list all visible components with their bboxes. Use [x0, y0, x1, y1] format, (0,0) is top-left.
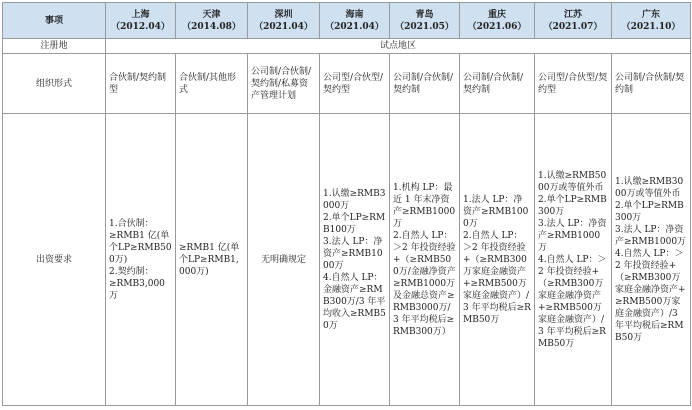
capital-cell: 1.认缴≥RMB3000万或等值外币 2.单个LP≥RMB300万 3.法人 LP：净资产≥RMB1000万 4.自然人 LP：＞2 年投资经验+（≥RMB300万家庭金融净资产+≥RMB500万家庭金融资产）/3 年平均税后≥RMB50万	[612, 114, 691, 406]
col-header-guangdong: 广东 （2021.10）	[612, 3, 691, 39]
org-form-cell: 公司制/合伙制/契约制/私募资产管理计划	[248, 54, 320, 114]
org-form-cell: 公司制/合伙制/契约制	[390, 54, 460, 114]
org-form-cell: 合伙制/其他形式	[176, 54, 248, 114]
capital-cell: 1.认缴≥RMB5000万或等值外币 2.单个LP≥RMB300万 3.法人 LP：净资产≥RMB1000万 4.自然人 LP：＞2 年投资经验+（≥RMB300万家庭金融净资产+≥RMB500万家庭金融资产）/3 年平均税后≥RMB50万	[535, 114, 612, 406]
table-row	[3, 114, 691, 406]
col-header-qingdao: 青岛 （2021.05）	[390, 3, 460, 39]
capital-cell: 无明确规定	[248, 114, 320, 406]
col-header-shenzhen: 深圳 （2021.04）	[248, 3, 320, 39]
registration-value: 试点地区	[106, 39, 691, 54]
col-header-chongqing: 重庆 （2021.06）	[460, 3, 535, 39]
table-row	[3, 39, 691, 54]
capital-cell: 1.法人 LP：净资产≥RMB1000万 2.自然人 LP：＞2 年投资经验+（≥RMB300万家庭金融资产+≥RMB500万家庭金融资产）/3 年平均税后≥RMB50万	[460, 114, 535, 406]
org-form-cell: 公司型/合伙型/契约型	[320, 54, 390, 114]
col-header-hainan: 海南 （2021.04）	[320, 3, 390, 39]
col-header-shanghai: 上海 （2012.04）	[106, 3, 176, 39]
row-label-org-form: 组织形式	[3, 54, 106, 114]
corner-header: 事项	[3, 3, 106, 39]
org-form-cell: 公司型/合伙型/契约型	[535, 54, 612, 114]
org-form-cell: 公司制/合伙制/契约制	[460, 54, 535, 114]
capital-cell: 1.认缴≥RMB3000万 2.单个LP≥RMB100万 3.法人 LP：净资产≥RMB1000万 4.自然人 LP：金融资产≥RMB300万/3 年平均收入≥RMB50万	[320, 114, 390, 406]
col-header-jiangsu: 江苏 （2021.07）	[535, 3, 612, 39]
row-label-capital: 出资要求	[3, 114, 106, 406]
row-label-registration: 注册地	[3, 39, 106, 54]
table-row	[3, 54, 691, 114]
org-form-cell: 合伙制/契约制型	[106, 54, 176, 114]
capital-cell: 1.机构 LP：最近 1 年末净资产≥RMB1000万 2.自然人 LP：＞2 年投资经验+（≥RMB500万/金融净资产≥RMB1000万及金融总资产≥RMB3000万/3 年平均税后≥RMB300万）	[390, 114, 460, 406]
col-header-tianjin: 天津 （2014.08）	[176, 3, 248, 39]
org-form-cell: 公司制/合伙制/契约制	[612, 54, 691, 114]
capital-cell: 1.合伙制： ≥RMB1 亿(单个LP≥RMB500万) 2.契约制： ≥RMB3,000万	[106, 114, 176, 406]
capital-cell: ≥RMB1 亿(单个LP≥RMB1,000万)	[176, 114, 248, 406]
comparison-table	[2, 2, 691, 406]
